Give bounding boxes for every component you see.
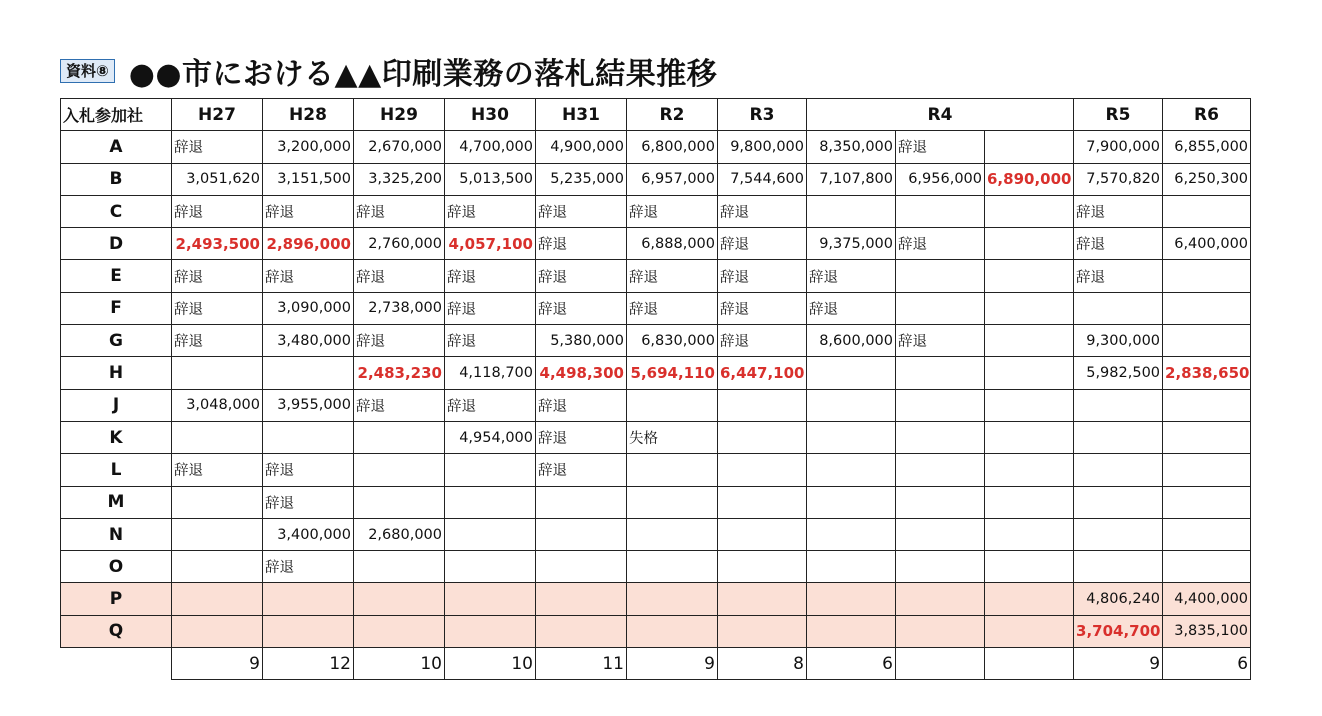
table-row — [61, 163, 1251, 195]
company-label: B — [61, 163, 172, 195]
bid-cell — [718, 518, 807, 550]
table-row — [61, 292, 1251, 324]
bid-cell: 8,350,000 — [807, 131, 896, 163]
company-label: K — [61, 421, 172, 453]
bid-cell: 6,888,000 — [627, 228, 718, 260]
bid-cell — [718, 615, 807, 647]
bid-cell: 9,375,000 — [807, 228, 896, 260]
table-row — [61, 486, 1251, 518]
bid-cell: 2,680,000 — [354, 518, 445, 550]
participant-count-cell — [985, 648, 1074, 680]
bid-cell — [985, 228, 1074, 260]
bid-cell: 辞退 — [263, 195, 354, 227]
company-label: Q — [61, 615, 172, 647]
bid-cell — [536, 583, 627, 615]
bid-cell: 辞退 — [536, 195, 627, 227]
bid-cell — [896, 389, 985, 421]
table-row — [61, 195, 1251, 227]
bid-cell: 辞退 — [718, 260, 807, 292]
bid-cell — [896, 260, 985, 292]
bid-cell — [807, 583, 896, 615]
company-label: F — [61, 292, 172, 324]
bid-cell: 6,956,000 — [896, 163, 985, 195]
bid-cell: 辞退 — [718, 228, 807, 260]
bid-cell — [985, 325, 1074, 357]
bid-cell: 辞退 — [172, 260, 263, 292]
bid-results-table — [60, 98, 1251, 680]
bid-cell — [896, 357, 985, 389]
bid-cell — [985, 195, 1074, 227]
bid-cell: 5,380,000 — [536, 325, 627, 357]
bid-cell: 6,800,000 — [627, 131, 718, 163]
bid-cell — [263, 583, 354, 615]
bid-cell — [263, 421, 354, 453]
bid-cell: 4,700,000 — [445, 131, 536, 163]
winning-bid-cell: 5,694,110 — [627, 357, 718, 389]
bid-cell — [896, 454, 985, 486]
bid-cell: 6,250,300 — [1163, 163, 1251, 195]
bid-cell: 2,760,000 — [354, 228, 445, 260]
bid-cell: 3,400,000 — [263, 518, 354, 550]
column-header: R4 — [807, 99, 1074, 131]
bid-cell — [985, 389, 1074, 421]
bid-cell: 7,570,820 — [1074, 163, 1163, 195]
bid-cell: 7,544,600 — [718, 163, 807, 195]
table-row — [61, 551, 1251, 583]
bid-cell — [807, 389, 896, 421]
winning-bid-cell: 4,057,100 — [445, 228, 536, 260]
bid-cell: 辞退 — [172, 131, 263, 163]
header-row — [61, 99, 1251, 131]
bid-cell — [172, 357, 263, 389]
bid-cell — [627, 583, 718, 615]
bid-cell — [718, 389, 807, 421]
bid-cell: 3,955,000 — [263, 389, 354, 421]
bid-cell: 辞退 — [445, 195, 536, 227]
bid-cell: 辞退 — [445, 389, 536, 421]
bid-cell: 辞退 — [536, 454, 627, 486]
table-row — [61, 389, 1251, 421]
bid-cell — [445, 551, 536, 583]
column-header: H29 — [354, 99, 445, 131]
bid-cell — [896, 195, 985, 227]
table-row — [61, 518, 1251, 550]
count-row-label — [61, 648, 172, 680]
bid-cell: 3,090,000 — [263, 292, 354, 324]
column-header: H27 — [172, 99, 263, 131]
bid-cell: 辞退 — [354, 325, 445, 357]
company-label: H — [61, 357, 172, 389]
bid-cell: 辞退 — [718, 325, 807, 357]
bid-cell: 辞退 — [263, 551, 354, 583]
bid-cell — [627, 518, 718, 550]
bid-cell — [985, 421, 1074, 453]
bid-cell — [172, 583, 263, 615]
bid-cell — [896, 583, 985, 615]
winning-bid-cell: 2,493,500 — [172, 228, 263, 260]
bid-cell — [718, 486, 807, 518]
participant-count-row — [61, 648, 1251, 680]
bid-cell — [896, 421, 985, 453]
bid-cell — [263, 357, 354, 389]
bid-cell — [985, 583, 1074, 615]
bid-cell: 辞退 — [536, 292, 627, 324]
bid-cell — [896, 486, 985, 518]
bid-cell: 辞退 — [807, 292, 896, 324]
bid-cell: 4,400,000 — [1163, 583, 1251, 615]
bid-cell: 6,957,000 — [627, 163, 718, 195]
winning-bid-cell: 4,498,300 — [536, 357, 627, 389]
bid-cell — [354, 615, 445, 647]
bid-cell — [807, 421, 896, 453]
company-label: D — [61, 228, 172, 260]
bid-cell — [718, 551, 807, 583]
title-row — [60, 55, 718, 92]
participant-count-cell: 8 — [718, 648, 807, 680]
bid-cell: 辞退 — [718, 292, 807, 324]
bid-cell: 辞退 — [445, 325, 536, 357]
bid-cell — [896, 551, 985, 583]
participant-count-cell: 9 — [627, 648, 718, 680]
participant-count-cell: 9 — [1074, 648, 1163, 680]
bid-cell — [896, 292, 985, 324]
bid-cell: 辞退 — [172, 454, 263, 486]
bid-cell: 4,900,000 — [536, 131, 627, 163]
bid-cell — [896, 615, 985, 647]
bid-cell: 辞退 — [536, 421, 627, 453]
bid-cell: 辞退 — [896, 131, 985, 163]
participant-count-cell: 6 — [807, 648, 896, 680]
bid-cell: 4,954,000 — [445, 421, 536, 453]
bid-cell — [1163, 551, 1251, 583]
bid-cell — [807, 615, 896, 647]
winning-bid-cell: 2,483,230 — [354, 357, 445, 389]
bid-cell — [354, 421, 445, 453]
bid-cell — [1163, 325, 1251, 357]
participant-count-cell: 10 — [354, 648, 445, 680]
bid-cell — [985, 131, 1074, 163]
bid-cell — [1074, 518, 1163, 550]
bid-cell — [172, 551, 263, 583]
bid-cell — [1074, 389, 1163, 421]
company-label: J — [61, 389, 172, 421]
column-header: H28 — [263, 99, 354, 131]
table-row — [61, 615, 1251, 647]
bid-cell — [627, 389, 718, 421]
company-label: L — [61, 454, 172, 486]
bid-cell: 辞退 — [445, 260, 536, 292]
bid-cell — [627, 551, 718, 583]
bid-cell: 7,107,800 — [807, 163, 896, 195]
bid-cell — [1163, 486, 1251, 518]
table-row — [61, 228, 1251, 260]
bid-cell: 4,118,700 — [445, 357, 536, 389]
bid-cell: 辞退 — [263, 454, 354, 486]
bid-cell — [354, 486, 445, 518]
bid-cell: 辞退 — [896, 325, 985, 357]
bid-cell — [1163, 389, 1251, 421]
bid-cell — [445, 486, 536, 518]
bid-cell: 6,830,000 — [627, 325, 718, 357]
bid-cell: 3,048,000 — [172, 389, 263, 421]
bid-cell — [985, 292, 1074, 324]
company-label: C — [61, 195, 172, 227]
document-badge: 資料⑧ — [60, 59, 115, 83]
table-row — [61, 325, 1251, 357]
bid-cell — [354, 454, 445, 486]
bid-cell — [1163, 421, 1251, 453]
bid-cell — [536, 615, 627, 647]
bid-cell — [536, 551, 627, 583]
table-row — [61, 421, 1251, 453]
participant-count-cell: 9 — [172, 648, 263, 680]
participant-count-cell: 6 — [1163, 648, 1251, 680]
bid-cell: 辞退 — [1074, 195, 1163, 227]
bid-cell: 辞退 — [1074, 228, 1163, 260]
bid-cell — [807, 195, 896, 227]
company-label: O — [61, 551, 172, 583]
bid-cell — [263, 615, 354, 647]
bid-cell — [985, 454, 1074, 486]
bid-cell — [1074, 551, 1163, 583]
bid-cell — [627, 454, 718, 486]
bid-cell: 3,151,500 — [263, 163, 354, 195]
bid-cell: 3,325,200 — [354, 163, 445, 195]
bid-cell — [807, 551, 896, 583]
bid-cell — [1163, 260, 1251, 292]
bid-cell — [627, 486, 718, 518]
bid-cell: 5,235,000 — [536, 163, 627, 195]
bid-cell: 辞退 — [1074, 260, 1163, 292]
bid-cell — [985, 551, 1074, 583]
column-header: R5 — [1074, 99, 1163, 131]
bid-cell: 辞退 — [627, 292, 718, 324]
participant-count-cell: 12 — [263, 648, 354, 680]
bid-cell — [807, 486, 896, 518]
bid-cell: 辞退 — [354, 195, 445, 227]
bid-cell — [172, 615, 263, 647]
bid-cell: 辞退 — [172, 292, 263, 324]
company-label: A — [61, 131, 172, 163]
bid-cell: 辞退 — [536, 228, 627, 260]
bid-cell — [1163, 454, 1251, 486]
column-header: H31 — [536, 99, 627, 131]
participant-count-cell — [896, 648, 985, 680]
bid-cell — [896, 518, 985, 550]
winning-bid-cell: 2,896,000 — [263, 228, 354, 260]
company-label: N — [61, 518, 172, 550]
page-title: ●●市における▲▲印刷業務の落札結果推移 — [128, 57, 718, 92]
bid-cell: 8,600,000 — [807, 325, 896, 357]
bid-cell — [172, 486, 263, 518]
winning-bid-cell: 6,890,000 — [985, 163, 1074, 195]
bid-cell — [718, 583, 807, 615]
bid-cell: 辞退 — [354, 389, 445, 421]
column-header: H30 — [445, 99, 536, 131]
bid-cell: 失格 — [627, 421, 718, 453]
bid-cell: 3,051,620 — [172, 163, 263, 195]
bid-cell: 辞退 — [627, 195, 718, 227]
bid-cell: 辞退 — [354, 260, 445, 292]
bid-cell — [718, 421, 807, 453]
bid-cell — [1074, 454, 1163, 486]
column-header: R6 — [1163, 99, 1251, 131]
bid-cell: 辞退 — [807, 260, 896, 292]
bid-cell — [445, 583, 536, 615]
bid-cell: 3,200,000 — [263, 131, 354, 163]
bid-cell — [1163, 292, 1251, 324]
bid-cell: 辞退 — [172, 325, 263, 357]
bid-cell — [718, 454, 807, 486]
bid-cell — [985, 260, 1074, 292]
winning-bid-cell: 2,838,650 — [1163, 357, 1251, 389]
table-row — [61, 454, 1251, 486]
participant-count-cell: 11 — [536, 648, 627, 680]
bid-cell — [445, 518, 536, 550]
bid-cell: 6,400,000 — [1163, 228, 1251, 260]
bid-cell — [536, 486, 627, 518]
bid-cell: 辞退 — [172, 195, 263, 227]
bid-cell: 6,855,000 — [1163, 131, 1251, 163]
bid-cell — [985, 486, 1074, 518]
bid-cell — [354, 583, 445, 615]
bid-cell: 辞退 — [263, 260, 354, 292]
bid-cell — [536, 518, 627, 550]
bid-cell — [1163, 195, 1251, 227]
table-row — [61, 260, 1251, 292]
bid-cell: 辞退 — [718, 195, 807, 227]
bid-cell — [1074, 486, 1163, 518]
table-row — [61, 357, 1251, 389]
participant-count-cell: 10 — [445, 648, 536, 680]
bid-cell: 辞退 — [536, 389, 627, 421]
bid-cell: 辞退 — [445, 292, 536, 324]
winning-bid-cell: 6,447,100 — [718, 357, 807, 389]
table-row — [61, 583, 1251, 615]
bid-cell: 2,738,000 — [354, 292, 445, 324]
bid-cell: 辞退 — [263, 486, 354, 518]
bid-cell — [807, 518, 896, 550]
bid-cell — [985, 615, 1074, 647]
bid-cell: 5,013,500 — [445, 163, 536, 195]
bid-cell — [1074, 292, 1163, 324]
bid-cell: 5,982,500 — [1074, 357, 1163, 389]
bid-cell — [354, 551, 445, 583]
company-label: G — [61, 325, 172, 357]
bid-cell — [1074, 421, 1163, 453]
column-header: R3 — [718, 99, 807, 131]
winning-bid-cell: 3,704,700 — [1074, 615, 1163, 647]
bid-cell: 辞退 — [896, 228, 985, 260]
company-label: E — [61, 260, 172, 292]
bid-cell — [172, 518, 263, 550]
bid-cell — [172, 421, 263, 453]
bid-cell: 3,480,000 — [263, 325, 354, 357]
bid-cell: 4,806,240 — [1074, 583, 1163, 615]
bid-cell — [445, 615, 536, 647]
bid-cell: 3,835,100 — [1163, 615, 1251, 647]
bid-cell: 7,900,000 — [1074, 131, 1163, 163]
bid-cell — [627, 615, 718, 647]
bid-cell: 9,800,000 — [718, 131, 807, 163]
bid-cell — [985, 357, 1074, 389]
bid-cell — [807, 454, 896, 486]
bid-cell: 9,300,000 — [1074, 325, 1163, 357]
company-label: P — [61, 583, 172, 615]
bid-cell — [985, 518, 1074, 550]
corner-header: 入札参加社 — [61, 99, 172, 131]
bid-cell — [445, 454, 536, 486]
bid-cell: 辞退 — [627, 260, 718, 292]
bid-cell: 2,670,000 — [354, 131, 445, 163]
company-label: M — [61, 486, 172, 518]
bid-cell: 辞退 — [536, 260, 627, 292]
bid-cell — [807, 357, 896, 389]
bid-cell — [1163, 518, 1251, 550]
table-row — [61, 131, 1251, 163]
column-header: R2 — [627, 99, 718, 131]
